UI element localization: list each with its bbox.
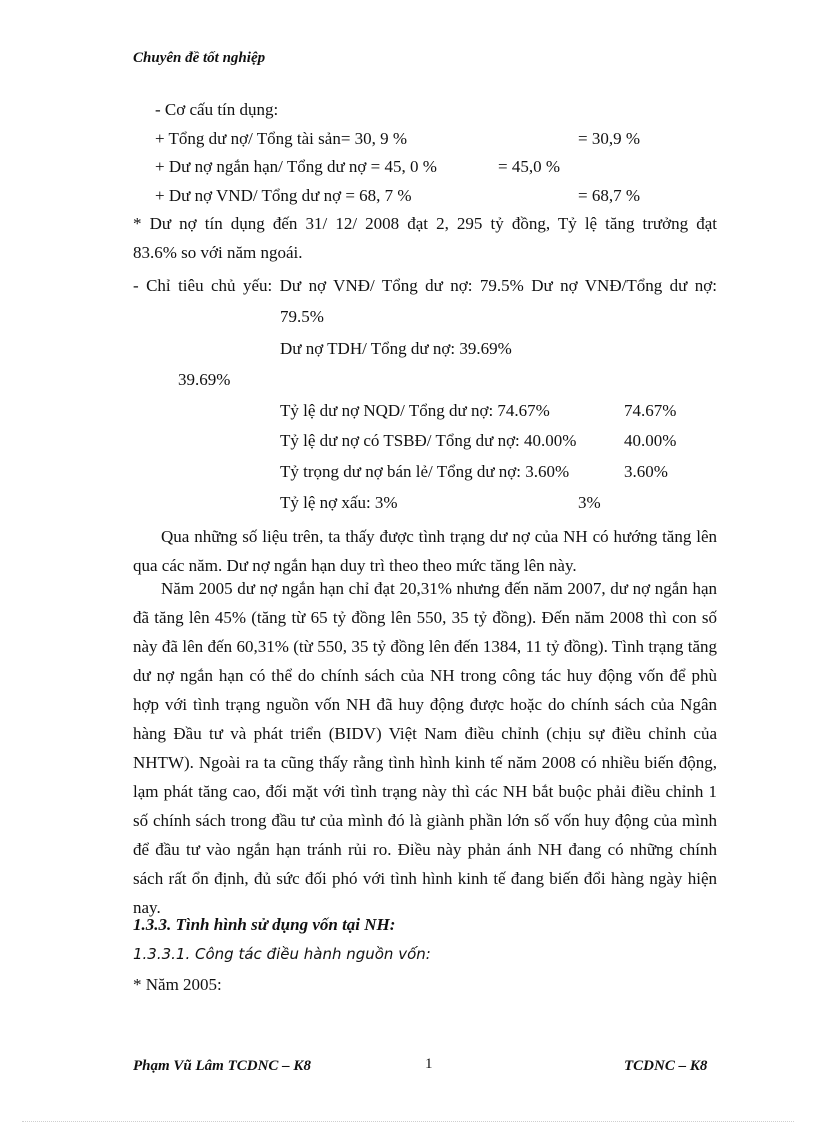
footer-author: Phạm Vũ Lâm TCDNC – K8 [133, 1058, 311, 1074]
credit-row-label: + Tổng dư nợ/ Tổng tài sản= 30, 9 % [155, 129, 408, 148]
section-heading: 1.3.3. Tình hình sử dụng vốn tại NH: [133, 915, 396, 934]
indicator-value: 74.67% [624, 401, 677, 420]
indicators-intro-value: 79.5% [280, 307, 324, 326]
indicator-value: 40.00% [624, 431, 677, 450]
indicator-value: 3% [578, 493, 601, 512]
tdh-label: Dư nợ TDH/ Tổng dư nợ: 39.69% [280, 339, 512, 358]
indicators-intro: - Chỉ tiêu chủ yếu: Dư nợ VNĐ/ Tổng dư nợ: 79.5% Dư nợ VNĐ/Tổng dư nợ: [133, 276, 717, 295]
credit-row-label: + Dư nợ ngắn hạn/ Tổng dư nợ = 45, 0 % [155, 157, 437, 176]
indicator-label: Tỷ lệ dư nợ có TSBĐ/ Tổng dư nợ: 40.00% [280, 431, 577, 450]
tdh-value: 39.69% [178, 370, 231, 389]
credit-note-line: * Dư nợ tín dụng đến 31/ 12/ 2008 đạt 2, 295 tỷ đồng, Tỷ lệ tăng trưởng đạt [133, 214, 717, 233]
indicator-label: Tỷ lệ nợ xấu: 3% [280, 493, 398, 512]
credit-row-label: + Dư nợ VND/ Tổng dư nợ = 68, 7 % [155, 186, 412, 205]
indicator-value: 3.60% [624, 462, 668, 481]
credit-row-value: = 30,9 % [578, 129, 640, 148]
body-paragraph: Năm 2005 dư nợ ngắn hạn chỉ đạt 20,31% nhưng đến năm 2007, dư nợ ngắn hạn đã tăng lên 45% (tăng từ 65 tỷ đồng lên 550, 35 tỷ đồng). Đến năm 2008 thì con số này đã lên đến 60,31% (từ 550, 35 tỷ đồng lên đến 1384, 11 tỷ đồng). Tình trạng tăng dư nợ ngắn hạn có thể do chính sách của NH trong công tác huy động vốn để phù hợp với tình trạng nguồn vốn NH đã huy động được hoặc do chính sách của Ngân hàng Đầu tư và phát triển (BIDV) Việt Nam điều chỉnh (chịu sự điều chỉnh của NHTW). Ngoài ra ta cũng thấy rằng tình hình kinh tế năm 2008 có nhiều biến động, lạm phát tăng cao, đối mặt với tình trạng này thì các NH bắt buộc phải điều chỉnh 1 số chính sách trong đầu tư của mình đó là giành phần lớn số vốn huy động của mình để đầu tư vào ngắn hạn tránh rủi ro. Điều này phản ánh NH đang có những chính sách rất ổn định, đủ sức đối phó với tình hình kinh tế đang biến đổi hàng ngày hiện nay. [133, 579, 717, 917]
page-edge-divider [22, 1121, 794, 1122]
credit-row-value: = 68,7 % [578, 186, 640, 205]
section-item: * Năm 2005: [133, 975, 222, 994]
indicator-label: Tỷ trọng dư nợ bán lẻ/ Tổng dư nợ: 3.60% [280, 462, 570, 481]
credit-row-value: = 45,0 % [498, 157, 560, 176]
running-header: Chuyên đề tốt nghiệp [133, 50, 266, 66]
footer-course: TCDNC – K8 [624, 1058, 708, 1074]
credit-structure-title: - Cơ cấu tín dụng: [155, 100, 279, 119]
body-paragraph: Qua những số liệu trên, ta thấy được tình trạng dư nợ của NH có hướng tăng lên qua các năm. Dư nợ ngắn hạn duy trì theo theo mức tăng lên này. [133, 527, 717, 575]
credit-note-line: 83.6% so với năm ngoái. [133, 243, 303, 262]
indicator-label: Tỷ lệ dư nợ NQD/ Tổng dư nợ: 74.67% [280, 401, 550, 420]
subsection-heading: 1.3.3.1. Công tác điều hành nguồn vốn: [133, 945, 431, 963]
page-number: 1 [425, 1056, 433, 1072]
